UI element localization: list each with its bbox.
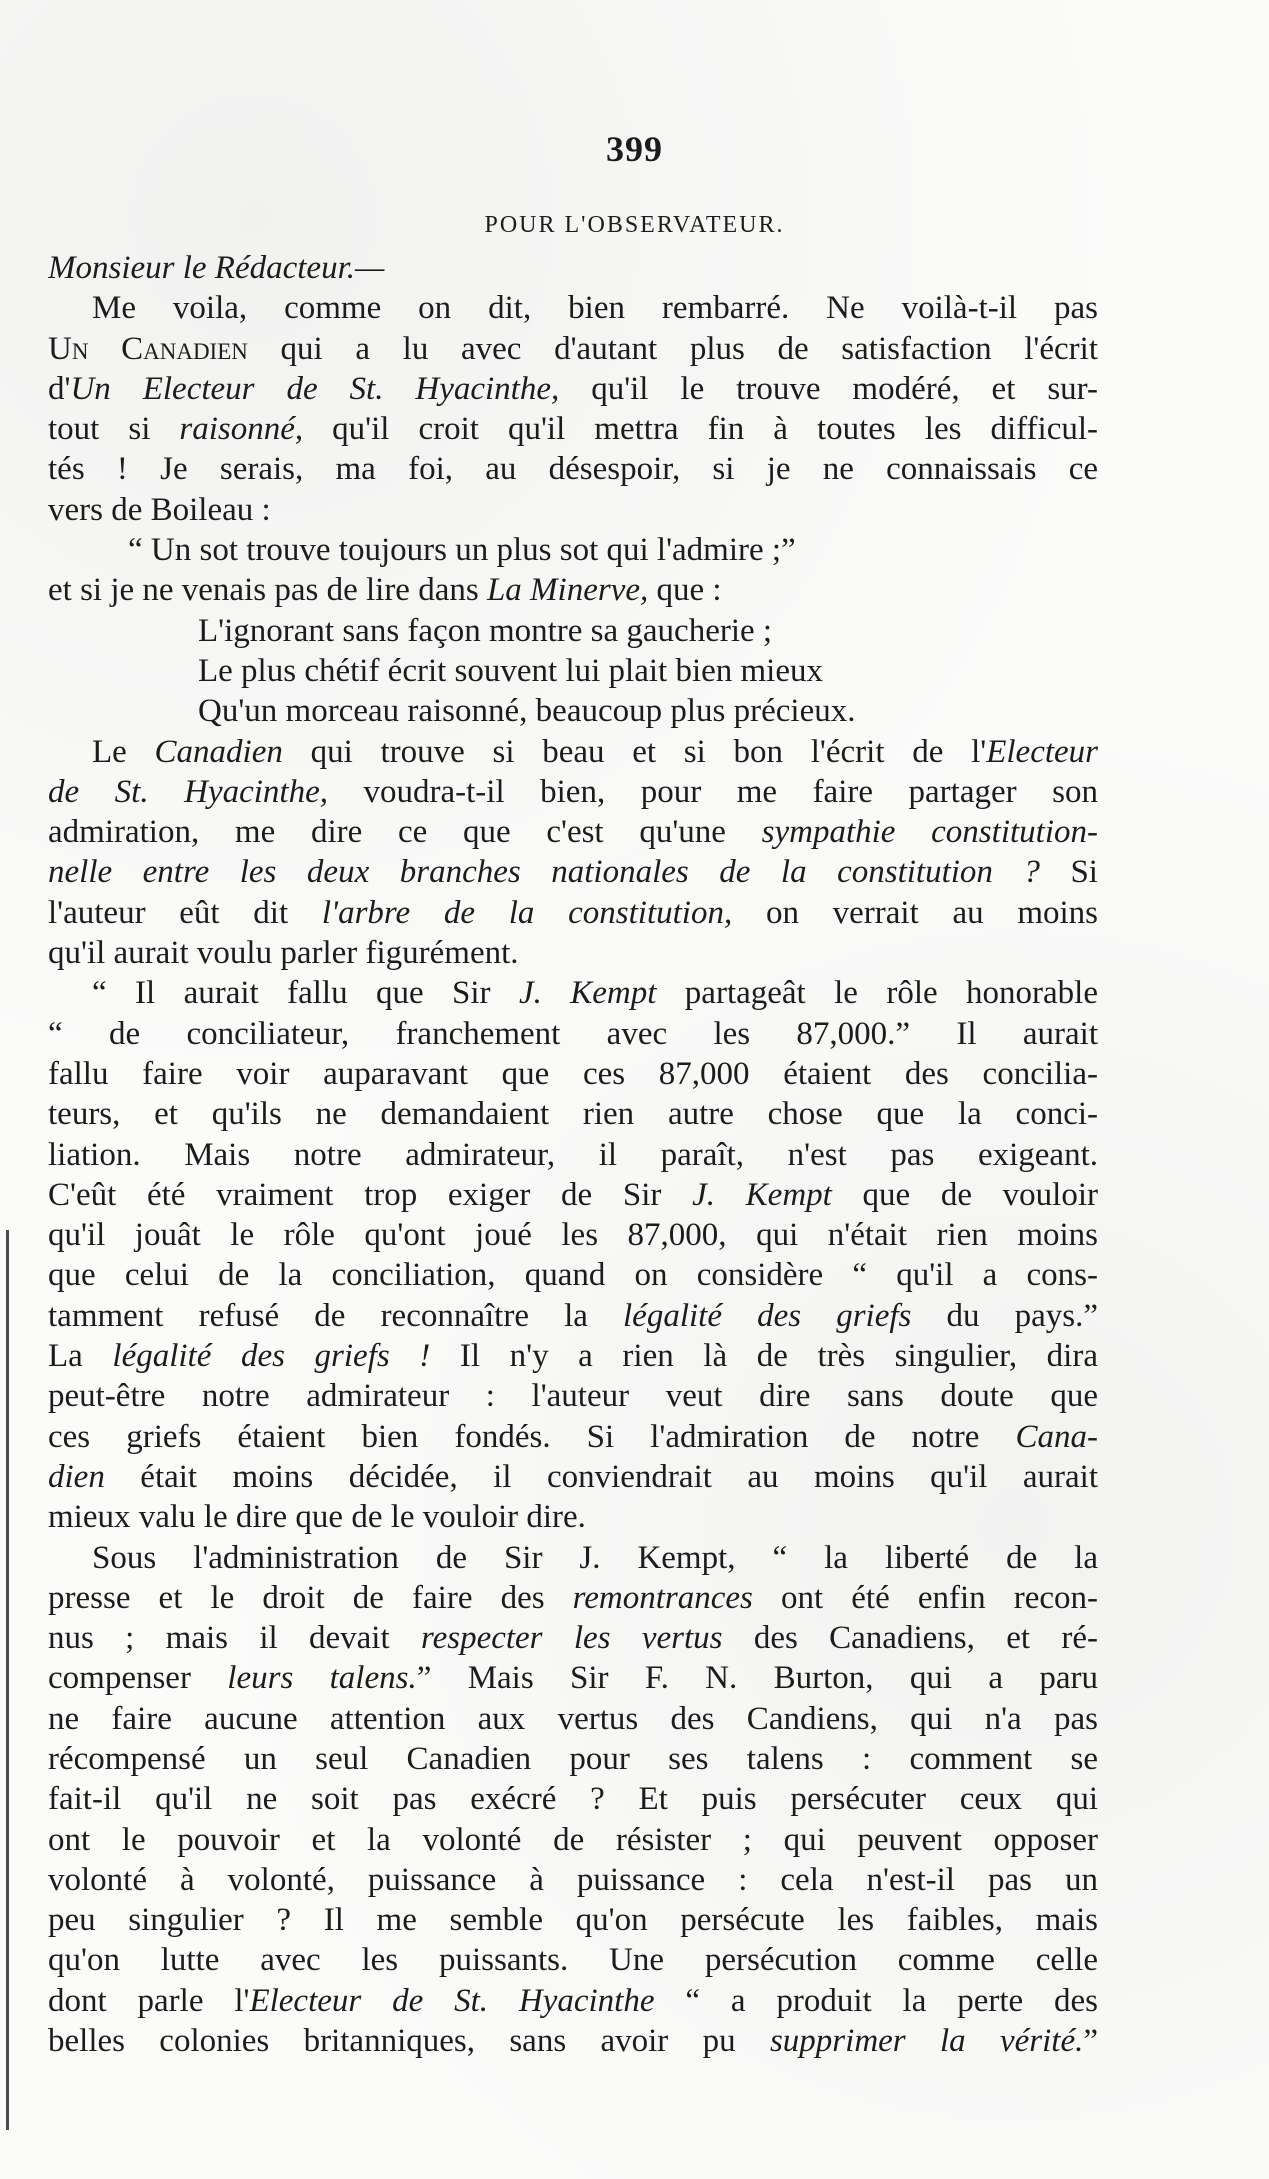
italic-run: raisonné,	[179, 411, 304, 448]
text-run: qu'il jouât le rôle qu'ont joué les 87,000, qui n'était rien moins	[48, 1217, 1098, 1254]
text-run: Le plus chétif écrit souvent lui plait bien mieux	[198, 652, 824, 689]
text-line	[48, 1255, 1098, 1295]
text-run: ont le pouvoir et la volonté de résister ; qui peuvent opposer	[48, 1821, 1098, 1858]
text-run: Si	[1039, 854, 1098, 891]
page-number: 399	[606, 129, 663, 169]
text-run: du pays.”	[911, 1297, 1098, 1334]
text-line	[48, 1135, 1098, 1175]
text-line	[48, 1215, 1098, 1255]
italic-run: J. Kempt	[518, 975, 657, 1012]
text-run: qui trouve si beau et si bon l'écrit de l'	[282, 733, 987, 770]
text-line	[48, 1336, 1098, 1376]
italic-run: Un Electeur de St. Hyacinthe,	[70, 370, 560, 407]
text-line	[48, 1820, 1098, 1860]
text-line	[48, 449, 1098, 489]
text-line	[48, 1900, 1098, 1940]
text-run: “ de conciliateur, franchement avec les 87,000.” Il aurait	[48, 1015, 1098, 1052]
text-run: ” Mais Sir F. N. Burton, qui a paru	[416, 1660, 1098, 1697]
text-run: fait-il qu'il ne soit pas exécré ? Et puis persécuter ceux qui	[48, 1781, 1098, 1818]
italic-run: Monsieur le Rédacteur.—	[48, 250, 385, 286]
text-run: qui a lu avec d'autant plus de satisfaction l'écrit	[247, 330, 1098, 367]
text-run: tout si	[48, 411, 180, 448]
text-line	[48, 772, 1098, 812]
verse-line	[48, 611, 1098, 651]
text-run: teurs, et qu'ils ne demandaient rien autre chose que la conci-	[48, 1096, 1098, 1133]
text-line	[48, 1376, 1098, 1416]
text-run: que de vouloir	[831, 1176, 1098, 1213]
body-text	[48, 248, 1098, 2061]
text-line	[48, 329, 1098, 369]
text-run: mieux valu le dire que de le vouloir dire.	[48, 1499, 586, 1536]
text-run: Le	[92, 733, 155, 770]
text-line	[48, 1538, 1098, 1578]
text-run: admiration, me dire ce que c'est qu'une	[48, 814, 762, 851]
text-line	[48, 1094, 1098, 1134]
text-line	[48, 1618, 1098, 1658]
text-line	[48, 1014, 1098, 1054]
text-run: “ Un sot trouve toujours un plus sot qui l'admire ;”	[128, 532, 796, 569]
text-run: ces griefs étaient bien fondés. Si l'admiration de notre	[48, 1418, 1016, 1455]
italic-run: sympathie constitution-	[761, 814, 1098, 851]
text-run: vers de Boileau :	[48, 491, 271, 528]
text-run: ”	[1083, 2023, 1098, 2060]
text-line	[48, 812, 1098, 852]
text-run: l'auteur eût dit	[48, 894, 322, 931]
text-run: peut-être notre admirateur : l'auteur veut dire sans doute que	[48, 1378, 1098, 1415]
italic-run: légalité des griefs !	[112, 1338, 431, 1375]
italic-run: Canadien	[154, 733, 283, 770]
text-line	[48, 409, 1098, 449]
italic-run: La Minerve,	[486, 572, 649, 609]
text-run: compenser	[48, 1660, 228, 1697]
text-line	[48, 570, 1098, 610]
margin-rule	[6, 1230, 9, 2130]
text-run: et si je ne venais pas de lire dans	[48, 572, 487, 609]
italic-run: remontrances	[572, 1579, 753, 1616]
text-run: tamment refusé de reconnaître la	[48, 1297, 624, 1334]
italic-run: supprimer la vérité.	[769, 2023, 1084, 2060]
text-run: L'ignorant sans façon montre sa gaucherie ;	[198, 612, 773, 649]
text-line	[48, 1981, 1098, 2021]
text-run: peu singulier ? Il me semble qu'on persécute les faibles, mais	[48, 1902, 1098, 1939]
text-line	[48, 1860, 1098, 1900]
italic-run: respecter les vertus	[420, 1620, 723, 1657]
text-line	[48, 933, 1098, 973]
italic-run: J. Kempt	[692, 1176, 832, 1213]
text-line	[48, 248, 1098, 288]
text-line	[48, 1497, 1098, 1537]
text-line	[48, 1940, 1098, 1980]
text-line	[48, 1699, 1098, 1739]
verse-line	[48, 530, 1098, 570]
text-run: qu'il croit qu'il mettra fin à toutes les difficul-	[303, 411, 1098, 448]
text-run: “ a produit la perte des	[654, 1982, 1098, 2019]
text-line	[48, 369, 1098, 409]
text-run: partageât le rôle honorable	[656, 975, 1098, 1012]
text-line	[48, 973, 1098, 1013]
text-run: presse et le droit de faire des	[48, 1579, 573, 1616]
text-run: Sous l'administration de Sir J. Kempt, “ la liberté de la	[92, 1539, 1098, 1576]
text-line	[48, 490, 1098, 530]
text-run: était moins décidée, il conviendrait au moins qu'il aurait	[104, 1458, 1098, 1495]
text-run: volonté à volonté, puissance à puissance : cela n'est-il pas un	[48, 1861, 1098, 1898]
text-run: belles colonies britanniques, sans avoir pu	[48, 2023, 770, 2060]
text-line	[48, 1054, 1098, 1094]
text-run: Me voila, comme on dit, bien rembarré. Ne voilà-t-il pas	[92, 290, 1098, 327]
text-line	[48, 852, 1098, 892]
text-line	[48, 2021, 1098, 2061]
italic-run: de St. Hyacinthe,	[48, 773, 328, 810]
verse-line	[48, 651, 1098, 691]
text-line	[48, 1417, 1098, 1457]
text-line	[48, 288, 1098, 328]
text-run: liation. Mais notre admirateur, il paraît, n'est pas exigeant.	[48, 1136, 1098, 1173]
text-line	[48, 1175, 1098, 1215]
heading: POUR L'OBSERVATEUR.	[484, 212, 785, 238]
text-line	[48, 893, 1098, 933]
italic-run: légalité des griefs	[623, 1297, 912, 1334]
text-run: des Canadiens, et ré-	[722, 1620, 1098, 1657]
italic-run: l'arbre de la constitution,	[321, 894, 733, 931]
text-run: ne faire aucune attention aux vertus des Candiens, qui n'a pas	[48, 1700, 1098, 1737]
italic-run: nelle entre les deux branches nationales de la constitution ?	[48, 854, 1040, 891]
text-run: qu'il le trouve modéré, et sur-	[559, 370, 1098, 407]
text-run: ont été enfin recon-	[752, 1579, 1098, 1616]
text-line	[48, 1578, 1098, 1618]
text-run: tés ! Je serais, ma foi, au désespoir, si je ne connaissais ce	[48, 451, 1098, 488]
italic-run: Electeur	[986, 733, 1098, 770]
text-run: qu'on lutte avec les puissants. Une persécution comme celle	[48, 1942, 1098, 1979]
text-line	[48, 732, 1098, 772]
text-run: dont parle l'	[48, 1982, 250, 2019]
text-run: nus ; mais il devait	[48, 1620, 421, 1657]
text-run: d'	[48, 370, 71, 407]
text-run: Il n'y a rien là de très singulier, dira	[430, 1338, 1098, 1375]
italic-run: Electeur de St. Hyacinthe	[249, 1982, 655, 2019]
text-line	[48, 1296, 1098, 1336]
text-line	[48, 1658, 1098, 1698]
text-run: on verrait au moins	[732, 894, 1098, 931]
text-run: La	[48, 1338, 113, 1375]
text-run: “ Il aurait fallu que Sir	[92, 975, 519, 1012]
text-run: récompensé un seul Canadien pour ses talens : comment se	[48, 1740, 1098, 1777]
text-line	[48, 1779, 1098, 1819]
small-caps-run: Un Canadien	[48, 330, 248, 367]
text-line	[48, 1739, 1098, 1779]
text-run: fallu faire voir auparavant que ces 87,000 étaient des concilia-	[48, 1055, 1098, 1092]
text-run: C'eût été vraiment trop exiger de Sir	[48, 1176, 693, 1213]
italic-run: leurs talens.	[227, 1660, 417, 1697]
text-run: voudra-t-il bien, pour me faire partager son	[327, 773, 1098, 810]
verse-line	[48, 691, 1098, 731]
text-run: qu'il aurait voulu parler figurément.	[48, 935, 519, 972]
italic-run: dien	[48, 1458, 105, 1495]
text-run: que :	[648, 572, 722, 609]
italic-run: Cana-	[1015, 1418, 1098, 1455]
text-line	[48, 1457, 1098, 1497]
text-run: Qu'un morceau raisonné, beaucoup plus précieux.	[198, 693, 856, 730]
text-run: que celui de la conciliation, quand on considère “ qu'il a cons-	[48, 1257, 1098, 1294]
